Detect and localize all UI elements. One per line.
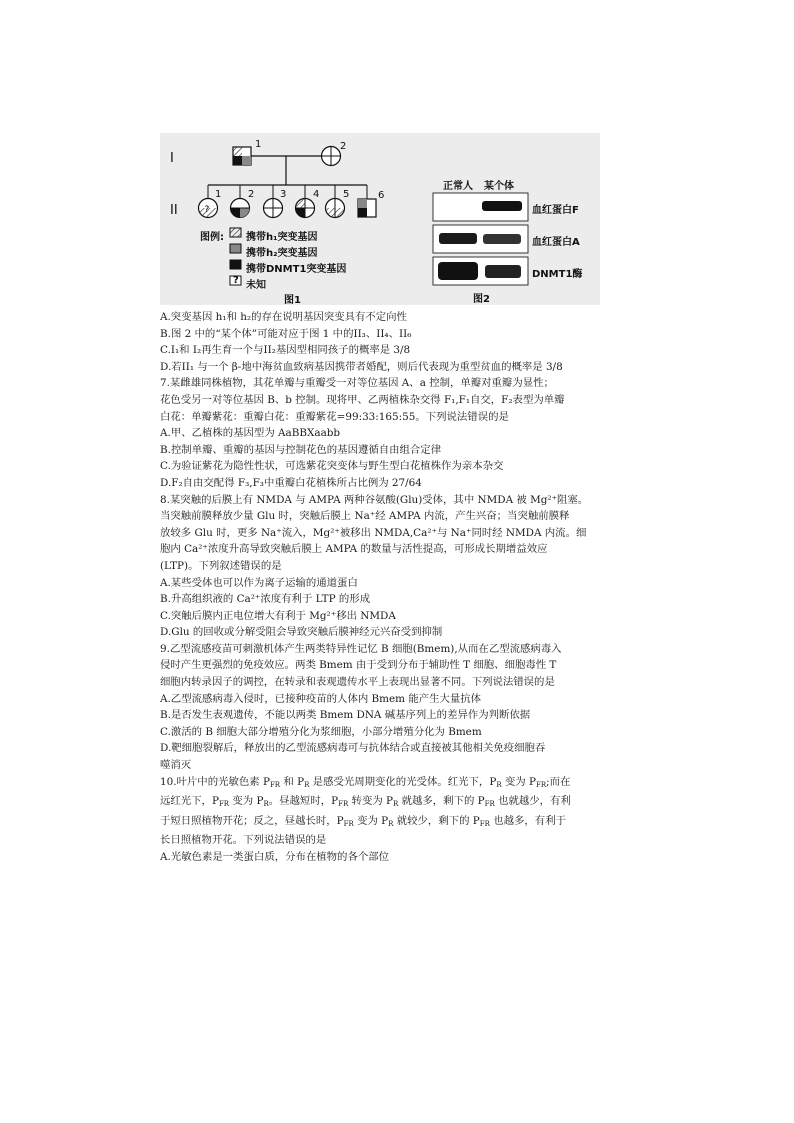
text-line: 胞内 Ca²⁺浓度升高导致突触后膜上 AMPA 的数量与活性提高，可形成长期增益效应 [160, 543, 548, 556]
text-line: A.乙型流感病毒入侵时，已接种疫苗的人体内 Bmem 能产生大量抗体 [160, 692, 482, 705]
label-i1: 1 [255, 139, 262, 150]
text-line: 白花：单瓣紫花：重瓣白花：重瓣紫花=99:33:165:55。下列说法错误的是 [160, 410, 509, 423]
legend-swatch-h2 [230, 244, 241, 253]
parent-i2-symbol [322, 147, 341, 166]
band-label-dnmt1: DNMT1酶 [532, 269, 583, 280]
text-line: D.若II₁ 与一个 β-地中海贫血致病基因携带者婚配，则后代表现为重型贫血的概率是 3/8 [160, 360, 563, 373]
figure-2-caption: 图2 [473, 294, 490, 305]
generation-ii-label: II [170, 203, 178, 218]
legend-unknown: 未知 [246, 280, 266, 291]
svg-text:?: ? [204, 205, 210, 215]
text-line: 噬消灭 [160, 759, 192, 772]
child-ii2-symbol [231, 185, 250, 218]
text-line: A.某些受体也可以作为离子运输的通道蛋白 [160, 576, 358, 589]
text-line: B.图 2 中的“某个体”可能对应于图 1 中的II₃、II₄、II₆ [160, 327, 412, 340]
legend-swatch-h1 [230, 228, 241, 237]
text-line: 长日照植物开花。下列说法错误的是 [160, 834, 327, 847]
legend-dnmt1: 携带DNMT1突变基因 [246, 264, 347, 275]
text-line: 7.某雌雄同株植物，其花单瓣与重瓣受一对等位基因 A、a 控制，单瓣对重瓣为显性； [160, 377, 554, 390]
text-line: 10.叶片中的光敏色素 $P_{FR}$ 和 $P_R$ 是感受光周期变化的光受体。红光下，$P_R$ 变为 $P_{FR}$;而在 [160, 775, 571, 789]
text-line: B.是否发生表观遗传，不能以两类 Bmem DNA 碱基序列上的差异作为判断依据 [160, 709, 531, 722]
band-dnmt1-individual [485, 265, 521, 278]
text-line: A.突变基因 h₁和 h₂的存在说明基因突变具有不定向性 [160, 311, 407, 323]
band-dnmt1-normal [438, 262, 478, 280]
text-line: 细胞内转录因子的调控，在转录和表观遗传水平上表现出显著不同。下列说法错误的是 [160, 676, 555, 689]
text-line: 当突触前膜释放少量 Glu 时，突触后膜上 Na⁺经 AMPA 内流，产生兴奋；当突触前膜释 [160, 510, 570, 523]
legend-h1: 携带h₁突变基因 [246, 232, 318, 243]
question-text [160, 309, 600, 866]
label-ii2: 2 [248, 189, 255, 200]
text-line: D.F₂自由交配得 F₃,F₃中重瓣白花植株所占比例为 27/64 [160, 476, 422, 489]
gel-column-normal: 正常人 [443, 181, 473, 192]
text-line: B.控制单瓣、重瓣的基因与控制花色的基因遵循自由组合定律 [160, 443, 442, 456]
label-ii5: 5 [343, 189, 350, 200]
text-line: C.为验证紫花为隐性性状，可选紫花突变体与野生型白花植株作为亲本杂交 [160, 460, 504, 473]
label-ii6: 6 [378, 190, 385, 201]
legend-unknown-mark: ? [233, 275, 239, 286]
text-line: C.I₁和 I₂再生育一个与II₂基因型相同孩子的概率是 3/8 [160, 344, 411, 357]
label-ii4: 4 [313, 189, 320, 200]
legend-swatch-dnmt1 [230, 260, 241, 269]
band-hba-normal [439, 233, 477, 244]
text-line: (LTP)。下列叙述错误的是 [160, 559, 282, 572]
text-line: A.甲、乙植株的基因型为 AaBBXaabb [160, 427, 341, 440]
text-line: 侵时产生更强烈的免疫效应。两类 Bmem 由于受到分布于辅助性 T 细胞、细胞毒性 T [160, 659, 557, 672]
text-line: D.Glu 的回收或分解受阻会导致突触后膜神经元兴奋受到抑制 [160, 626, 443, 639]
figure-1-caption: 图1 [284, 295, 301, 306]
text-line: C.突触后膜内正电位增大有利于 Mg²⁺移出 NMDA [160, 609, 396, 622]
text-line: D.靶细胞裂解后，释放出的乙型流感病毒可与抗体结合或直接被其他相关免疫细胞吞 [160, 742, 546, 755]
parent-i1-symbol [233, 147, 251, 165]
text-line: 9.乙型流感疫苗可刺激机体产生两类特异性记忆 B 细胞(Bmem),从而在乙型流感病毒入 [160, 642, 562, 655]
text-line: 远红光下，$P_{FR}$ 变为 $P_R$。昼越短时，$P_{FR}$ 转变为 $P_R$ 就越多，剩下的 $P_{FR}$ 也就越少，有利 [160, 795, 571, 809]
generation-i-label: I [170, 151, 174, 166]
legend-title: 图例: [200, 232, 224, 243]
child-ii5-symbol [326, 185, 345, 218]
text-line: 花色受另一对等位基因 B、b 控制。现将甲、乙两植株杂交得 F₁,F₁自交，F₂表型为单瓣 [160, 393, 565, 406]
label-ii1: 1 [215, 189, 222, 200]
label-i2: 2 [340, 141, 347, 152]
text-line: 放较多 Glu 时，更多 Na⁺流入，Mg²⁺被移出 NMDA,Ca²⁺与 Na⁺同时经 NMDA 内流。细 [160, 526, 587, 539]
text-line: 于短日照植物开花；反之，昼越长时，$P_{FR}$ 变为 $P_R$ 就较少，剩下的 $P_{FR}$ 也越多，有利于 [160, 814, 566, 828]
text-line: C.激活的 B 细胞大部分增殖分化为浆细胞，小部分增殖分化为 Bmem [160, 725, 482, 738]
child-ii6-symbol [358, 185, 376, 217]
band-label-hba: 血红蛋白A [532, 237, 580, 248]
label-ii3: 3 [280, 189, 287, 200]
band-hba-individual [483, 234, 521, 244]
band-hbf-individual [482, 201, 522, 211]
band-label-hbf: 血红蛋白F [532, 205, 579, 216]
text-line: 8.某突触的后膜上有 NMDA 与 AMPA 两种谷氨酸(Glu)受体，其中 NMDA 被 Mg²⁺阻塞。 [160, 493, 589, 506]
legend-h2: 携带h₂突变基因 [246, 248, 318, 259]
child-ii4-symbol [296, 185, 315, 218]
gel-column-individual: 某个体 [484, 181, 514, 192]
figure-panel [160, 133, 600, 305]
text-line: A.光敏色素是一类蛋白质，分布在植物的各个部位 [160, 851, 390, 863]
text-line: B.升高组织液的 Ca²⁺浓度有利于 LTP 的形成 [160, 593, 371, 606]
